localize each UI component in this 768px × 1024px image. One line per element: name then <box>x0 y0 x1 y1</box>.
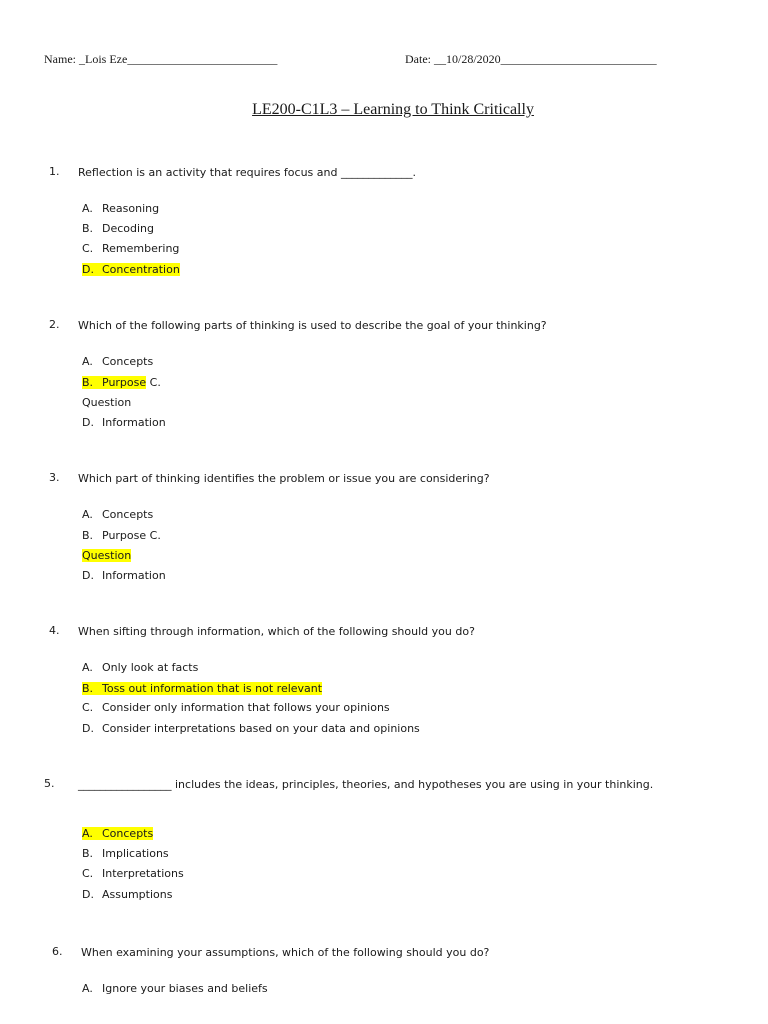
option-letter: A. <box>82 982 93 995</box>
question-text: When sifting through information, which of the following should you do? <box>78 625 475 638</box>
option-letter: A. <box>82 202 93 215</box>
option-a <box>82 354 153 369</box>
option-letter: B. <box>82 376 94 389</box>
question-number: 5. <box>44 777 55 790</box>
option-text: Only look at facts <box>102 661 199 674</box>
option-letter: D. <box>82 263 94 276</box>
option-text: Concentration <box>102 263 180 276</box>
option-text: Assumptions <box>102 888 173 901</box>
option-text: Reasoning <box>102 202 160 215</box>
question-text: Which part of thinking identifies the problem or issue you are considering? <box>78 472 490 485</box>
option-b <box>82 846 169 861</box>
option-text: Interpretations <box>102 867 184 880</box>
question-number: 1. <box>49 165 60 178</box>
option-letter: A. <box>82 661 93 674</box>
option-letter: D. <box>82 888 94 901</box>
option-text: Remembering <box>102 242 180 255</box>
option-letter: D. <box>82 569 94 582</box>
option-a <box>82 660 198 675</box>
option-d <box>82 721 420 736</box>
option-text: Concepts <box>102 508 154 521</box>
option-text: Ignore your biases and beliefs <box>102 982 268 995</box>
date-label: Date: __10/28/2020 <box>405 52 501 66</box>
option-text: Consider interpretations based on your data and opinions <box>102 722 420 735</box>
option-letter: C. <box>82 867 94 880</box>
option-letter: C. <box>82 701 94 714</box>
option-text: Purpose <box>102 376 147 389</box>
option-letter: A. <box>82 355 93 368</box>
question-number: 2. <box>49 318 60 331</box>
option-letter: B. <box>82 222 94 235</box>
option-a-answer <box>82 826 153 841</box>
option-c-text: Question <box>82 396 132 409</box>
option-letter: B. <box>82 529 94 542</box>
option-b-answer <box>82 681 322 696</box>
question-text: _________________ includes the ideas, principles, theories, and hypotheses you are using in your thinking. <box>78 778 654 791</box>
option-c <box>82 700 390 715</box>
option-tail: C. <box>146 376 161 389</box>
option-b <box>82 528 161 543</box>
option-text: Implications <box>102 847 169 860</box>
option-letter: A. <box>82 827 93 840</box>
option-c <box>82 866 184 881</box>
name-label: Name: _Lois Eze <box>44 52 128 66</box>
option-text: Decoding <box>102 222 155 235</box>
option-text: Toss out information that is not relevant <box>102 682 323 695</box>
option-text: Concepts <box>102 355 154 368</box>
question-text: When examining your assumptions, which of the following should you do? <box>81 946 490 959</box>
option-letter: A. <box>82 508 93 521</box>
option-text: Purpose C. <box>102 529 161 542</box>
question-text: Reflection is an activity that requires focus and _____________. <box>78 166 416 179</box>
option-text: Question <box>82 549 132 562</box>
name-underline: _________________________ <box>127 52 278 66</box>
option-c <box>82 241 179 256</box>
option-c-answer <box>82 548 131 563</box>
question-number: 6. <box>52 945 63 958</box>
question-text: Which of the following parts of thinking is used to describe the goal of your thinking? <box>78 319 547 332</box>
option-d <box>82 415 166 430</box>
option-text: Information <box>102 569 166 582</box>
option-letter: D. <box>82 722 94 735</box>
option-d <box>82 887 172 902</box>
option-d <box>82 568 166 583</box>
option-a <box>82 507 153 522</box>
option-letter: B. <box>82 682 94 695</box>
option-a <box>82 201 159 216</box>
option-letter: D. <box>82 416 94 429</box>
name-field <box>44 52 277 67</box>
option-letter: C. <box>82 242 94 255</box>
option-text: Consider only information that follows your opinions <box>102 701 390 714</box>
option-text: Concepts <box>102 827 154 840</box>
date-underline: __________________________ <box>500 52 657 66</box>
option-b-answer <box>82 375 161 390</box>
option-b <box>82 221 154 236</box>
question-number: 3. <box>49 471 60 484</box>
question-number: 4. <box>49 624 60 637</box>
option-a <box>82 981 268 996</box>
page-title: LE200-C1L3 – Learning to Think Critically <box>252 101 534 118</box>
option-text: Information <box>102 416 166 429</box>
option-letter: B. <box>82 847 94 860</box>
option-d-answer <box>82 262 180 277</box>
date-field <box>405 52 657 67</box>
